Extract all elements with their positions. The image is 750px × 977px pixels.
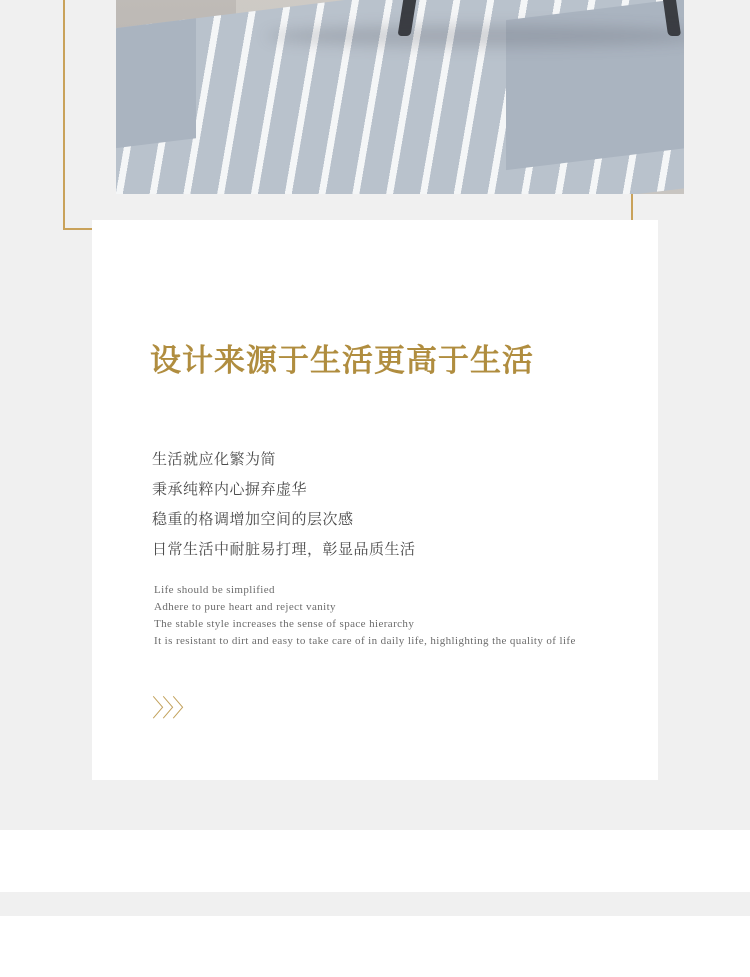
chinese-line: 秉承纯粹内心摒弃虚华 <box>152 481 308 498</box>
english-copy-block <box>154 582 624 650</box>
bed <box>291 0 684 20</box>
english-line: Adhere to pure heart and reject vanity <box>154 601 336 613</box>
chinese-line: 生活就应化繁为简 <box>152 451 277 468</box>
hero-section <box>0 0 750 245</box>
english-line: The stable style increases the sense of space hierarchy <box>154 618 415 630</box>
rug-block-left <box>116 18 196 153</box>
page-title: 设计来源于生活更高于生活 <box>150 343 534 378</box>
content-card <box>92 220 658 780</box>
english-line: It is resistant to dirt and easy to take care of in daily life, highlighting the quality of life <box>154 635 576 647</box>
chinese-line: 稳重的格调增加空间的层次感 <box>152 511 354 528</box>
section-divider-lower <box>0 916 750 977</box>
english-line: Life should be simplified <box>154 584 275 596</box>
bed-shadow <box>266 25 684 47</box>
section-divider-upper <box>0 830 750 892</box>
chinese-copy-block <box>152 445 612 565</box>
chevron-right-icon: 〉〉〉 <box>152 696 194 722</box>
hero-image <box>116 0 684 194</box>
chinese-line: 日常生活中耐脏易打理，彰显品质生活 <box>152 541 416 558</box>
